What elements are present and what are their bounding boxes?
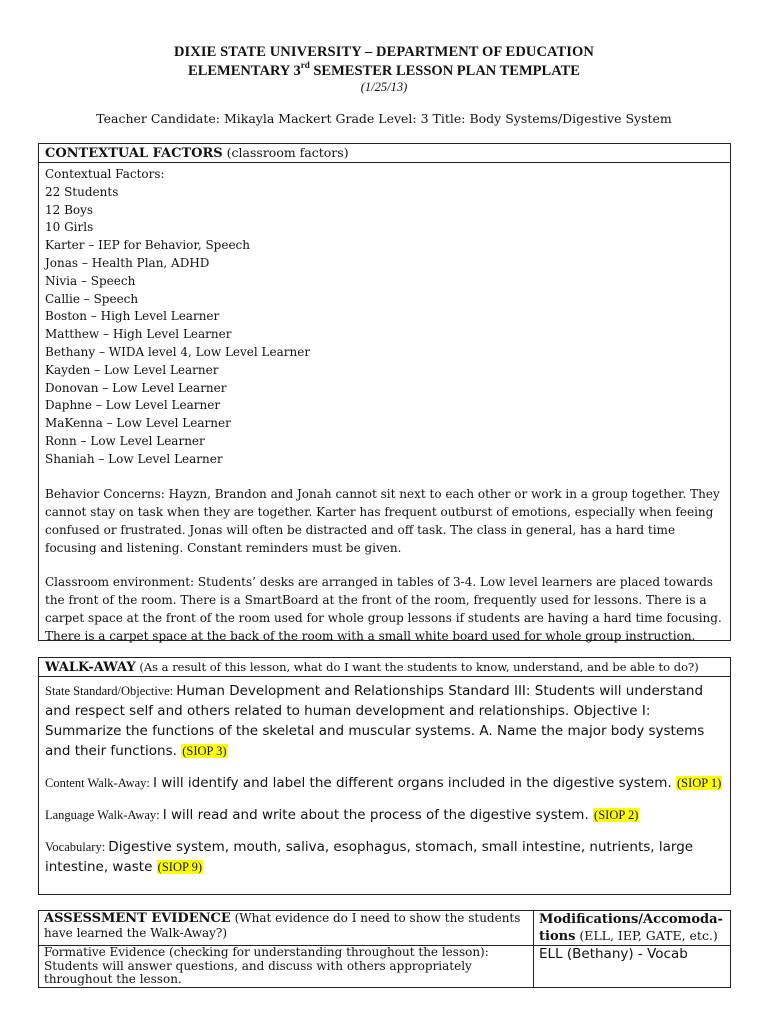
contextual-line: Daphne – Low Level Learner [45, 398, 221, 413]
contextual-line: Ronn – Low Level Learner [45, 433, 205, 448]
contextual-factors-section [38, 143, 731, 641]
behavior-concerns: Behavior Concerns: Hayzn, Brandon and Jonah cannot sit next to each other or work in a group together. They cannot stay on task when they are together. Karter has frequent outburst of emotions, especially when feeing confused or frustrated. Jonas will often be distracted and off task. The class in general, has a hard time focusing and listening. Constant reminders must be given. [45, 486, 720, 555]
contextual-line: Shaniah – Low Level Learner [45, 451, 223, 466]
contextual-line: 22 Students [45, 184, 119, 199]
university-title: DIXIE STATE UNIVERSITY – DEPARTMENT OF EDUCATION [173, 44, 595, 60]
contextual-line: Jonas – Health Plan, ADHD [45, 255, 210, 270]
contextual-line: Matthew – High Level Learner [45, 327, 232, 342]
state-standard: State Standard/Objective: Human Development and Relationships Standard III: Students will understand and respect self and others related to human development and relationships. Objective I: Summarize the functions of the skeletal and muscular systems. A. Name the major body systems and their functions. (SIOP 3) [45, 683, 705, 759]
contextual-line: Karter – IEP for Behavior, Speech [45, 238, 250, 253]
siop-badge: (SIOP 2) [594, 808, 639, 822]
formative-evidence-cell: Formative Evidence (checking for understanding throughout the lesson): Students will answer questions, and discuss with others appropriately throughout the lesson. [39, 946, 534, 988]
candidate-line: Teacher Candidate: Mikayla Mackert Grade Level: 3 Title: Body Systems/Digestive System [96, 111, 672, 126]
contextual-line: Donovan – Low Level Learner [45, 380, 227, 395]
contextual-line: 12 Boys [45, 202, 94, 217]
contextual-line: 10 Girls [45, 220, 94, 235]
contextual-line: Callie – Speech [45, 291, 139, 306]
siop-badge: (SIOP 9) [157, 860, 203, 874]
contextual-line: Nivia – Speech [45, 273, 136, 288]
walk-away-body [39, 677, 730, 876]
contextual-factors-body [39, 163, 730, 645]
assessment-heading-cell: ASSESSMENT EVIDENCE (What evidence do I need to show the students have learned the Walk-Away?) [39, 911, 534, 946]
walk-away-section [38, 657, 731, 895]
contextual-factors-heading: CONTEXTUAL FACTORS (classroom factors) [39, 144, 730, 163]
classroom-environment: Classroom environment: Students’ desks are arranged in tables of 3-4. Low level learners are placed towards the front of the room. There is a SmartBoard at the front of the room, frequently used for lessons. There is a carpet space at the front of the room used for whole group lessons if students are having a hard time focusing. There is a carpet space at the back of the room with a small white board used for whole group instruction. [45, 574, 722, 643]
student-list [45, 166, 724, 469]
contextual-line: Contextual Factors: [45, 167, 165, 181]
siop-badge: (SIOP 3) [182, 744, 227, 758]
content-walk-away: Content Walk-Away: I will identify and label the different organs included in the digestive system. (SIOP 1) [45, 775, 722, 791]
walk-away-heading: WALK-AWAY (As a result of this lesson, what do I want the students to know, understand, and be able to do?) [39, 658, 730, 677]
contextual-line: Kayden – Low Level Learner [45, 362, 219, 377]
vocabulary: Vocabulary: Digestive system, mouth, saliva, esophagus, stomach, small intestine, nutrients, large intestine, waste (SIOP 9) [45, 839, 694, 875]
language-walk-away: Language Walk-Away: I will read and write about the process of the digestive system. (SIOP 2) [45, 807, 639, 823]
contextual-line: Bethany – WIDA level 4, Low Level Learner [45, 344, 311, 359]
siop-badge: (SIOP 1) [676, 776, 722, 790]
assessment-evidence-section [38, 910, 731, 986]
modifications-heading-cell: Modifications/Accomoda-tions (ELL, IEP, GATE, etc.) [534, 911, 731, 946]
template-title: ELEMENTARY 3rd SEMESTER LESSON PLAN TEMPLATE [188, 60, 580, 79]
template-date: (1/25/13) [360, 80, 408, 94]
ell-modification-cell: ELL (Bethany) - Vocab [534, 946, 731, 988]
contextual-line: Boston – High Level Learner [45, 309, 220, 324]
assessment-table [38, 910, 731, 988]
contextual-line: MaKenna – Low Level Learner [45, 416, 231, 431]
